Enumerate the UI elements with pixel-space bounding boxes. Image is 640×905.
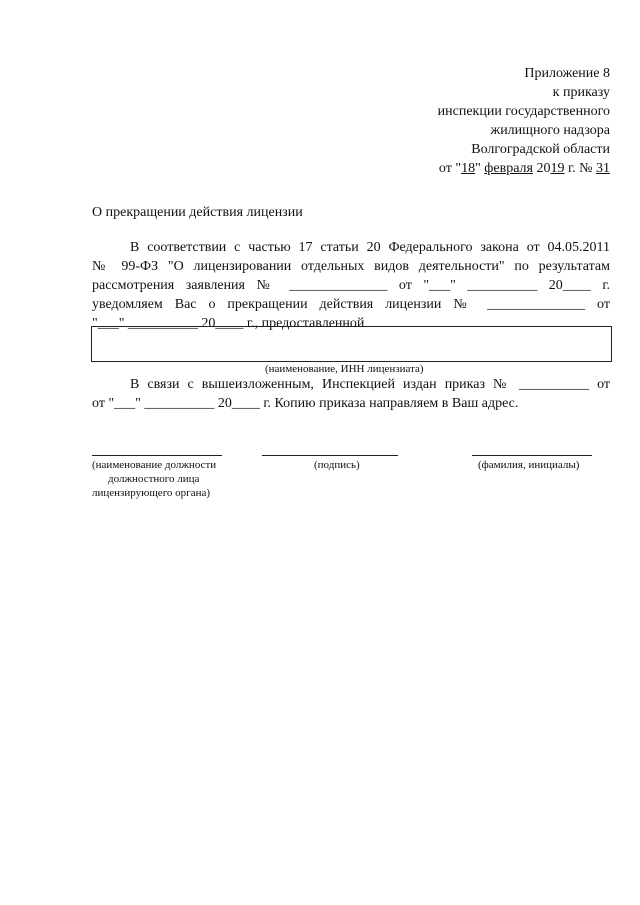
order-date-line <box>439 161 610 177</box>
position-caption-line-3: лицензирующего органа) <box>92 487 211 499</box>
position-caption-line-1: (наименование должности <box>92 459 217 471</box>
paragraph1-line5: "___" __________ 20____ г., предоставленной <box>92 316 365 331</box>
licensee-field-box[interactable] <box>91 326 612 362</box>
subject-line: О прекращении действия лицензии <box>92 205 303 220</box>
paragraph1-line1: В соответствии с частью 17 статьи 20 Федерального закона от 04.05.2011 <box>130 240 610 255</box>
header-line-2: к приказу <box>552 85 610 100</box>
name-caption: (фамилия, инициалы) <box>478 459 580 471</box>
signature-caption: (подпись) <box>314 459 360 471</box>
position-caption-line-2: должностного лица <box>108 473 200 485</box>
signature-line <box>262 455 398 456</box>
paragraph2-line1: В связи с вышеизложенным, Инспекцией издан приказ № __________ от <box>130 377 610 392</box>
paragraph1-line4: уведомляем Вас о прекращении действия лицензии № ______________ от <box>92 297 610 312</box>
date-month: февраля <box>484 161 533 176</box>
paragraph1-line3: рассмотрения заявления № ______________ от "___" __________ 20____ г. <box>92 278 610 293</box>
date-prefix: от " <box>438 161 462 176</box>
order-number: 31 <box>596 161 610 176</box>
header-line-4: жилищного надзора <box>490 123 610 138</box>
position-signature-line <box>92 455 222 456</box>
licensee-caption: (наименование, ИНН лицензиата) <box>265 363 424 375</box>
paragraph1-line2: № 99-ФЗ "О лицензировании отдельных видов деятельности" по результатам <box>92 259 610 274</box>
paragraph2-line2: от "___" __________ 20____ г. Копию приказа направляем в Ваш адрес. <box>92 396 519 411</box>
date-day: 18 <box>461 161 476 176</box>
header-line-1: Приложение 8 <box>524 66 610 81</box>
date-suffix: г. № <box>564 161 596 176</box>
header-line-5: Волгоградской области <box>471 142 610 157</box>
date-year-b: 19 <box>550 161 565 176</box>
date-year-a: 20 <box>532 161 551 176</box>
name-signature-line <box>472 455 592 456</box>
header-line-3: инспекции государственного <box>437 104 610 119</box>
date-mid: " <box>475 161 485 176</box>
